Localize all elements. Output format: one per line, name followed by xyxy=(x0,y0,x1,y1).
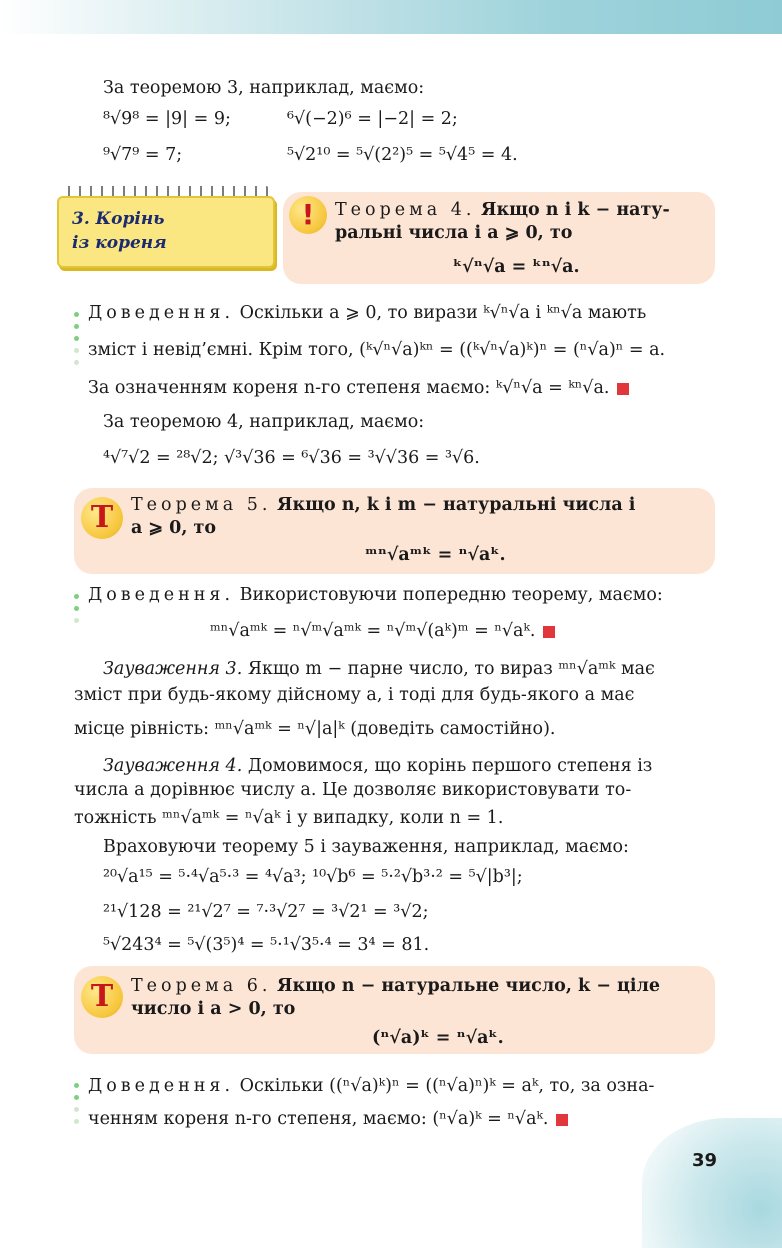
proof-text: Використовуючи попередню теорему, маємо: xyxy=(239,585,663,605)
qed-square-icon xyxy=(543,626,555,638)
corner-decor xyxy=(642,1118,782,1248)
remark-4-text: Домовимося, що корінь першого степеня із xyxy=(247,756,653,776)
text-line: Враховуючи теорему 5 і зауваження, наприклад, маємо: xyxy=(103,837,629,857)
text-line: зміст і невід’ємні. Крім того, (ᵏ√ⁿ√a)ᵏⁿ = ((ᵏ√ⁿ√a)ᵏ)ⁿ = (ⁿ√a)ⁿ = a. xyxy=(88,340,666,360)
theorem-5-formula: ᵐⁿ√aᵐᵏ = ⁿ√aᵏ. xyxy=(365,545,506,565)
formula: ⁴√⁷√2 = ²⁸√2; √³√36 = ⁶√36 = ³√√36 = ³√6. xyxy=(103,448,480,468)
proof-line xyxy=(88,584,663,606)
text-line: За теоремою 3, наприклад, маємо: xyxy=(103,78,425,98)
remark-3-text: Якщо m − парне число, то вираз ᵐⁿ√aᵐᵏ має xyxy=(247,659,655,679)
section-title-line2: із кореня xyxy=(72,233,167,253)
theorem-4-text2: ральні числа і a ⩾ 0, то xyxy=(335,223,573,243)
remark-4-label: Зауваження 4. xyxy=(103,756,243,776)
text-line: тожність ᵐⁿ√aᵐᵏ = ⁿ√aᵏ і у випадку, коли n = 1. xyxy=(74,808,504,828)
text-line: зміст при будь-якому дійсному a, і тоді для будь-якого a має xyxy=(74,685,635,705)
proof-label: Доведення. xyxy=(88,1076,235,1096)
proof-line xyxy=(88,302,646,324)
proof-text: Оскільки ((ⁿ√a)ᵏ)ⁿ = ((ⁿ√a)ⁿ)ᵏ = aᵏ, то, за озна- xyxy=(239,1076,655,1096)
theorem-t-icon: T xyxy=(81,497,123,539)
theorem-6-text1: Якщо n − натуральне число, k − ціле xyxy=(277,976,661,996)
text-line xyxy=(88,377,629,399)
formula xyxy=(210,620,555,642)
formula: ⁶√(−2)⁶ = |−2| = 2; xyxy=(287,109,458,129)
qed-square-icon xyxy=(617,383,629,395)
proof-label: Доведення. xyxy=(88,585,235,605)
formula-span: ᵐⁿ√aᵐᵏ = ⁿ√ᵐ√aᵐᵏ = ⁿ√ᵐ√(aᵏ)ᵐ = ⁿ√aᵏ. xyxy=(210,621,536,641)
exclamation-icon: ! xyxy=(289,196,327,234)
theorem-4-formula: ᵏ√ⁿ√a = ᵏⁿ√a. xyxy=(453,257,580,277)
formula: ⁵√243⁴ = ⁵√(3⁵)⁴ = ⁵·¹√3⁵·⁴ = 3⁴ = 81. xyxy=(103,935,430,955)
formula: ⁹√7⁹ = 7; xyxy=(103,145,183,165)
text-span: ченням кореня n-го степеня, маємо: (ⁿ√a)ᵏ = ⁿ√aᵏ. xyxy=(88,1109,549,1129)
text-line: числа a дорівнює числу a. Це дозволяє використовувати то- xyxy=(74,780,632,800)
proof-dots xyxy=(74,594,80,630)
theorem-6-text2: число і a > 0, то xyxy=(131,999,296,1019)
proof-dots xyxy=(74,312,80,372)
proof-text: Оскільки a ⩾ 0, то вирази ᵏ√ⁿ√a і ᵏⁿ√a мають xyxy=(239,303,647,323)
formula: ⁸√9⁸ = |9| = 9; xyxy=(103,109,231,129)
theorem-5-label: Теорема 5. xyxy=(131,495,272,515)
theorem-5-text1: Якщо n, k і m − натуральні числа і xyxy=(277,495,636,515)
theorem-6-line1 xyxy=(131,975,660,997)
formula: ²¹√128 = ²¹√2⁷ = ⁷·³√2⁷ = ³√2¹ = ³√2; xyxy=(103,902,429,922)
theorem-4-line1 xyxy=(335,199,670,221)
theorem-5-text2: a ⩾ 0, то xyxy=(131,518,217,538)
theorem-6-label: Теорема 6. xyxy=(131,976,272,996)
theorem-t-icon: T xyxy=(81,976,123,1018)
page-number: 39 xyxy=(692,1150,718,1171)
top-decor-strip xyxy=(0,0,782,34)
section-title xyxy=(72,207,167,255)
text-line xyxy=(88,1108,568,1130)
proof-dots xyxy=(74,1083,80,1131)
remark-3-line xyxy=(103,658,655,680)
theorem-6-formula: (ⁿ√a)ᵏ = ⁿ√aᵏ. xyxy=(372,1028,504,1048)
theorem-4-label: Теорема 4. xyxy=(335,200,476,220)
remark-4-line xyxy=(103,755,652,777)
text-line: місце рівність: ᵐⁿ√aᵐᵏ = ⁿ√|a|ᵏ (доведіть самостійно). xyxy=(74,719,556,739)
qed-square-icon xyxy=(556,1114,568,1126)
text-span: За означенням кореня n-го степеня маємо: ᵏ√ⁿ√a = ᵏⁿ√a. xyxy=(88,378,610,398)
theorem-4-text1: Якщо n і k − нату- xyxy=(481,200,670,220)
formula: ⁵√2¹⁰ = ⁵√(2²)⁵ = ⁵√4⁵ = 4. xyxy=(287,145,518,165)
text-line: За теоремою 4, наприклад, маємо: xyxy=(103,412,425,432)
proof-line xyxy=(88,1075,654,1097)
section-title-line1: 3. Корінь xyxy=(72,209,165,229)
proof-label: Доведення. xyxy=(88,303,235,323)
theorem-5-line1 xyxy=(131,494,635,516)
remark-3-label: Зауваження 3. xyxy=(103,659,243,679)
formula: ²⁰√a¹⁵ = ⁵·⁴√a⁵·³ = ⁴√a³; ¹⁰√b⁶ = ⁵·²√b³·² = ⁵√|b³|; xyxy=(103,867,523,887)
